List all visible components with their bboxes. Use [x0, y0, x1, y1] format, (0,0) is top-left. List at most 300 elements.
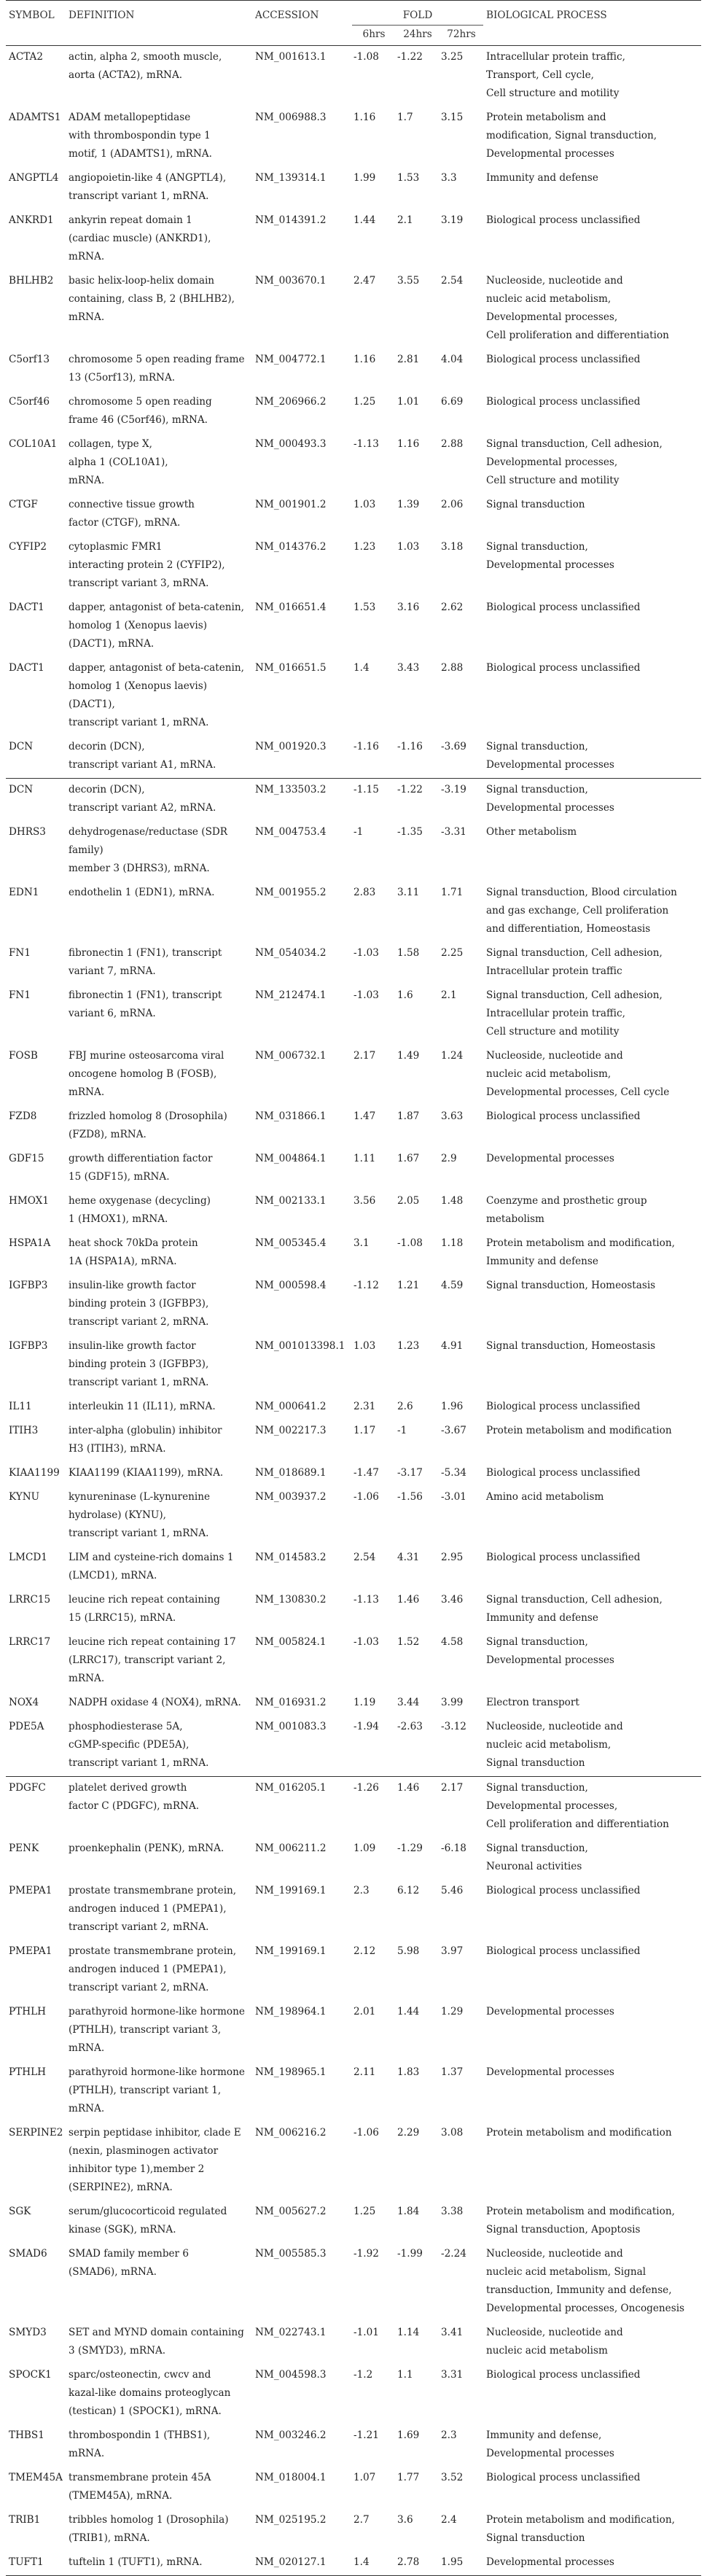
table-row — [6, 2424, 701, 2467]
biological-process: Signal transduction, Cell adhesion, Immunity and defense — [486, 1594, 663, 1624]
fold-6hrs: 1.44 — [354, 214, 376, 226]
fold-24hrs: 1.14 — [397, 2327, 420, 2338]
fold-24hrs: -1.08 — [397, 1237, 423, 1249]
accession-number: NM_006216.2 — [255, 2127, 327, 2139]
table-row — [6, 1837, 701, 1880]
fold-24hrs: 4.31 — [397, 1552, 420, 1563]
fold-72hrs: 2.06 — [441, 499, 464, 510]
fold-24hrs: 2.29 — [397, 2127, 420, 2139]
accession-number: NM_016651.5 — [255, 662, 327, 674]
fold-24hrs: 1.52 — [397, 1636, 420, 1648]
fold-24hrs: 3.43 — [397, 662, 420, 674]
fold-24hrs: 6.12 — [397, 1885, 420, 1896]
fold-6hrs: -1.03 — [354, 947, 379, 959]
fold-24hrs: 2.78 — [396, 2551, 440, 2576]
accession-number: NM_000598.4 — [255, 1280, 327, 1291]
gene-definition: collagen, type X, alpha 1 (COL10A1), mRNA. — [69, 438, 168, 486]
gene-symbol: PENK — [9, 1842, 39, 1854]
fold-24hrs: 1.44 — [397, 2006, 420, 2017]
gene-definition: actin, alpha 2, smooth muscle, aorta (ACTA2), mRNA. — [69, 51, 222, 81]
gene-symbol: DACT1 — [9, 602, 44, 613]
gene-definition: heat shock 70kDa protein 1A (HSPA1A), mRNA. — [69, 1237, 198, 1267]
fold-72hrs: 2.9 — [441, 1153, 457, 1164]
fold-72hrs: -3.01 — [441, 1491, 466, 1503]
accession-number: NM_004864.1 — [255, 1153, 327, 1164]
accession-number: NM_001920.3 — [255, 741, 327, 752]
biological-process: Immunity and defense, Developmental processes — [486, 2429, 614, 2459]
table-body — [6, 46, 701, 2576]
fold-24hrs: 1.23 — [397, 1340, 420, 1352]
fold-72hrs: 1.29 — [441, 2006, 464, 2017]
fold-24hrs: 1.6 — [397, 989, 413, 1001]
accession-number: NM_005627.2 — [255, 2206, 327, 2217]
header-accession: ACCESSION — [255, 9, 319, 21]
fold-6hrs: 2.83 — [354, 887, 376, 898]
biological-process: Signal transduction, Developmental processes — [486, 1636, 614, 1666]
fold-72hrs: 3.19 — [441, 214, 464, 226]
table-row — [6, 2467, 701, 2509]
biological-process: Protein metabolism and modification, Signal transduction, Developmental processes — [486, 112, 657, 160]
gene-symbol: FN1 — [9, 947, 31, 959]
gene-symbol: CYFIP2 — [9, 541, 47, 553]
fold-72hrs: 4.91 — [441, 1340, 464, 1352]
fold-72hrs: 3.31 — [441, 2369, 464, 2381]
accession-number: NM_139314.1 — [255, 172, 327, 184]
gene-symbol: GDF15 — [9, 1153, 44, 1164]
gene-definition: heme oxygenase (decycling) 1 (HMOX1), mRNA. — [69, 1195, 211, 1225]
fold-24hrs: 2.6 — [397, 1401, 413, 1412]
biological-process: Biological process unclassified — [486, 214, 641, 226]
gene-definition: serpin peptidase inhibitor, clade E (nexin, plasminogen activator inhibitor type 1),member 2 (SERPINE2), mRNA. — [69, 2127, 241, 2193]
gene-symbol: PTHLH — [9, 2006, 46, 2017]
accession-number: NM_199169.1 — [255, 1885, 327, 1896]
biological-process: Biological process unclassified — [486, 1945, 641, 1957]
gene-symbol: C5orf13 — [9, 354, 50, 365]
accession-number: NM_006732.1 — [255, 1050, 327, 1062]
fold-6hrs: -1.92 — [354, 2248, 379, 2260]
table-row — [6, 657, 701, 736]
fold-72hrs: 3.97 — [441, 1945, 464, 1957]
accession-number: NM_001613.1 — [255, 51, 327, 63]
accession-number: NM_198964.1 — [255, 2006, 327, 2017]
biological-process: Developmental processes — [486, 2066, 614, 2078]
gene-definition: transmembrane protein 45A (TMEM45A), mRNA. — [69, 2472, 211, 2502]
biological-process: Amino acid metabolism — [486, 1491, 604, 1503]
table-row — [6, 2061, 701, 2122]
table-row — [6, 1045, 701, 1105]
table-row — [6, 1631, 701, 1692]
biological-process: Signal transduction, Developmental processes — [486, 541, 614, 571]
gene-symbol: DHRS3 — [9, 826, 46, 838]
table-row — [6, 1777, 701, 1838]
accession-number: NM_004598.3 — [255, 2369, 327, 2381]
fold-6hrs: 2.12 — [354, 1945, 376, 1957]
fold-24hrs: 1.16 — [397, 438, 420, 450]
header-definition: DEFINITION — [69, 9, 135, 21]
biological-process: Biological process unclassified — [486, 1467, 641, 1479]
table-row — [6, 494, 701, 536]
gene-symbol: DCN — [6, 779, 66, 822]
fold-24hrs: 1.87 — [397, 1110, 420, 1122]
fold-6hrs: 1.4 — [352, 2551, 396, 2576]
table-row — [6, 2201, 701, 2243]
gene-symbol: NOX4 — [9, 1697, 39, 1708]
biological-process: Signal transduction — [486, 499, 585, 510]
gene-symbol: FZD8 — [9, 1110, 37, 1122]
fold-6hrs: 1.17 — [354, 1425, 376, 1436]
fold-24hrs: -1.16 — [397, 741, 423, 752]
gene-definition: thrombospondin 1 (THBS1), mRNA. — [69, 2429, 211, 2459]
biological-process: Biological process unclassified — [486, 2472, 641, 2483]
fold-6hrs: -1.94 — [354, 1721, 379, 1732]
accession-number: NM_130830.2 — [255, 1594, 327, 1606]
fold-72hrs: 3.25 — [441, 51, 464, 63]
gene-definition: basic helix-loop-helix domain containing, class B, 2 (BHLHB2), mRNA. — [69, 275, 235, 323]
fold-24hrs: 2.81 — [397, 354, 420, 365]
fold-72hrs: 2.54 — [441, 275, 464, 287]
biological-process: Biological process unclassified — [486, 2369, 641, 2381]
fold-24hrs: -1 — [397, 1425, 407, 1436]
gene-definition: KIAA1199 (KIAA1199), mRNA. — [69, 1467, 224, 1479]
gene-symbol: THBS1 — [9, 2429, 44, 2441]
table-row — [6, 209, 701, 270]
accession-number: NM_018004.1 — [255, 2472, 327, 2483]
biological-process: Signal transduction, Cell adhesion, Intracellular protein traffic — [486, 947, 663, 977]
gene-definition: prostate transmembrane protein, androgen induced 1 (PMEPA1), transcript variant 2, mRNA. — [69, 1885, 237, 1933]
fold-24hrs: 3.16 — [397, 602, 420, 613]
accession-number: NM_000493.3 — [255, 438, 327, 450]
accession-number: NM_133503.2 — [252, 779, 352, 822]
gene-symbol: IL11 — [9, 1401, 32, 1412]
biological-process: Nucleoside, nucleotide and nucleic acid metabolism, Signal transduction, Immunity and defense, Developmental processes, Oncogenesis — [486, 2248, 685, 2314]
gene-symbol: SGK — [9, 2206, 31, 2217]
header-biological-process: BIOLOGICAL PROCESS — [486, 9, 607, 21]
gene-symbol: HSPA1A — [9, 1237, 51, 1249]
accession-number: NM_001955.2 — [255, 887, 327, 898]
biological-process: Other metabolism — [486, 826, 577, 838]
gene-definition: inter-alpha (globulin) inhibitor H3 (ITIH3), mRNA. — [69, 1425, 222, 1455]
gene-symbol: PMEPA1 — [9, 1885, 52, 1896]
accession-number: NM_199169.1 — [255, 1945, 327, 1957]
biological-process: Developmental processes — [483, 2551, 701, 2576]
table-row — [6, 536, 701, 596]
fold-6hrs: 1.19 — [354, 1697, 376, 1708]
fold-6hrs: 2.7 — [354, 2514, 370, 2526]
fold-72hrs: 2.25 — [441, 947, 464, 959]
fold-72hrs: 2.4 — [441, 2514, 457, 2526]
fold-72hrs: 5.46 — [441, 1885, 464, 1896]
fold-72hrs: 6.69 — [441, 396, 464, 408]
gene-definition: endothelin 1 (EDN1), mRNA. — [69, 887, 215, 898]
fold-72hrs: 2.3 — [441, 2429, 457, 2441]
fold-6hrs: 2.47 — [354, 275, 376, 287]
table-row — [6, 1880, 701, 1940]
gene-definition: serum/glucocorticoid regulated kinase (SGK), mRNA. — [69, 2206, 227, 2235]
fold-24hrs: -1.29 — [397, 1842, 423, 1854]
accession-number: NM_002217.3 — [255, 1425, 327, 1436]
biological-process: Signal transduction, Homeostasis — [486, 1340, 656, 1352]
gene-symbol: CTGF — [9, 499, 38, 510]
fold-72hrs: 3.52 — [441, 2472, 464, 2483]
fold-6hrs: -1.2 — [354, 2369, 373, 2381]
gene-symbol: FOSB — [9, 1050, 38, 1062]
accession-number: NM_014376.2 — [255, 541, 327, 553]
accession-number: NM_031866.1 — [255, 1110, 327, 1122]
fold-24hrs: 1.46 — [396, 1777, 440, 1838]
gene-symbol: HMOX1 — [9, 1195, 50, 1207]
accession-number: NM_005585.3 — [255, 2248, 327, 2260]
table-row — [6, 270, 701, 349]
table-row — [6, 433, 701, 494]
fold-24hrs: -1.56 — [397, 1491, 423, 1503]
gene-symbol: ANGPTL4 — [9, 172, 59, 184]
fold-72hrs: 3.08 — [441, 2127, 464, 2139]
fold-72hrs: 3.41 — [441, 2327, 464, 2338]
fold-6hrs: 1.99 — [354, 172, 376, 184]
table-row — [6, 391, 701, 433]
fold-72hrs: -3.12 — [441, 1721, 466, 1732]
biological-process: Protein metabolism and modification, Signal transduction — [486, 2514, 675, 2544]
table-row — [6, 1462, 701, 1486]
fold-24hrs: -3.17 — [397, 1467, 423, 1479]
fold-6hrs: 3.56 — [354, 1195, 376, 1207]
accession-number: NM_003670.1 — [255, 275, 327, 287]
fold-6hrs: 2.31 — [354, 1401, 376, 1412]
fold-72hrs: 1.96 — [441, 1401, 464, 1412]
gene-definition: cytoplasmic FMR1 interacting protein 2 (CYFIP2), transcript variant 3, mRNA. — [69, 541, 225, 589]
gene-symbol: LRRC17 — [9, 1636, 51, 1648]
table-row — [6, 882, 701, 942]
accession-number: NM_006988.3 — [255, 112, 327, 123]
table-row — [6, 984, 701, 1045]
gene-fold-change-table — [6, 0, 701, 2576]
fold-6hrs: -1 — [354, 826, 364, 838]
biological-process: Signal transduction, Blood circulation and gas exchange, Cell proliferation and differentiation, Homeostasis — [486, 887, 677, 935]
gene-definition: parathyroid hormone-like hormone (PTHLH), transcript variant 1, mRNA. — [69, 2066, 245, 2114]
fold-24hrs: 1.58 — [397, 947, 420, 959]
table-row — [6, 1546, 701, 1589]
fold-6hrs: -1.08 — [354, 51, 379, 63]
gene-definition: fibronectin 1 (FN1), transcript variant 6, mRNA. — [69, 989, 222, 1019]
fold-72hrs: -2.24 — [441, 2248, 466, 2260]
gene-symbol: SMYD3 — [9, 2327, 47, 2338]
biological-process: Coenzyme and prosthetic group metabolism — [486, 1195, 647, 1225]
fold-72hrs: 2.95 — [441, 1552, 464, 1563]
table-row — [6, 349, 701, 391]
fold-6hrs: -1.12 — [354, 1280, 379, 1291]
biological-process: Developmental processes — [486, 2006, 614, 2017]
gene-definition: connective tissue growth factor (CTGF), mRNA. — [69, 499, 195, 529]
gene-definition: parathyroid hormone-like hormone (PTHLH), transcript variant 3, mRNA. — [69, 2006, 245, 2054]
fold-6hrs: -1.21 — [354, 2429, 379, 2441]
fold-72hrs: 2.62 — [441, 602, 464, 613]
gene-symbol: KIAA1199 — [9, 1467, 60, 1479]
fold-6hrs: -1.16 — [354, 741, 379, 752]
biological-process: Biological process unclassified — [486, 354, 641, 365]
accession-number: NM_018689.1 — [255, 1467, 327, 1479]
fold-72hrs: -3.31 — [441, 826, 466, 838]
accession-number: NM_003937.2 — [255, 1491, 327, 1503]
accession-number: NM_000641.2 — [255, 1401, 327, 1412]
accession-number: NM_014583.2 — [255, 1552, 327, 1563]
fold-72hrs: 3.46 — [441, 1594, 464, 1606]
gene-symbol: SMAD6 — [9, 2248, 47, 2260]
table-row — [6, 167, 701, 209]
header-24hrs: 24hrs — [403, 28, 432, 40]
fold-6hrs: 1.25 — [354, 396, 376, 408]
gene-symbol: DCN — [9, 741, 34, 752]
gene-symbol: BHLHB2 — [9, 275, 54, 287]
accession-number: NM_005345.4 — [255, 1237, 327, 1249]
fold-72hrs: 1.37 — [441, 2066, 464, 2078]
fold-6hrs: 1.07 — [354, 2472, 376, 2483]
table-row — [6, 779, 701, 822]
fold-6hrs: -1.13 — [354, 438, 379, 450]
biological-process: Biological process unclassified — [486, 1401, 641, 1412]
biological-process: Protein metabolism and modification, Immunity and defense — [486, 1237, 675, 1267]
gene-symbol: ACTA2 — [9, 51, 44, 63]
gene-definition: phosphodiesterase 5A, cGMP-specific (PDE5A), transcript variant 1, mRNA. — [69, 1721, 209, 1769]
gene-symbol: ADAMTS1 — [9, 112, 61, 123]
fold-72hrs: 2.88 — [441, 662, 464, 674]
gene-definition: dapper, antagonist of beta-catenin, homolog 1 (Xenopus laevis) (DACT1), transcript variant 1, mRNA. — [69, 662, 244, 728]
fold-24hrs: 1.83 — [397, 2066, 420, 2078]
gene-symbol: PDGFC — [6, 1777, 66, 1838]
biological-process: Signal transduction, Cell adhesion, Intracellular protein traffic, Cell structure and motility — [486, 989, 663, 1038]
gene-definition: growth differentiation factor 15 (GDF15), mRNA. — [69, 1153, 213, 1183]
gene-definition: insulin-like growth factor binding protein 3 (IGFBP3), transcript variant 1, mRNA. — [69, 1340, 209, 1388]
table-row — [6, 46, 701, 107]
gene-definition: platelet derived growth factor C (PDGFC), mRNA. — [66, 1777, 252, 1838]
fold-6hrs: 3.1 — [354, 1237, 370, 1249]
accession-number: NM_004772.1 — [255, 354, 327, 365]
fold-72hrs: 1.48 — [441, 1195, 464, 1207]
biological-process: Signal transduction, Developmental processes, Cell proliferation and differentiation — [483, 1777, 701, 1838]
fold-72hrs: 3.38 — [441, 2206, 464, 2217]
gene-symbol: DACT1 — [9, 662, 44, 674]
accession-number: NM_004753.4 — [255, 826, 327, 838]
gene-symbol: ITIH3 — [9, 1425, 39, 1436]
fold-72hrs: 3.15 — [441, 112, 464, 123]
fold-72hrs: 2.1 — [441, 989, 457, 1001]
table-row — [6, 1232, 701, 1275]
fold-6hrs: -1.06 — [354, 1491, 379, 1503]
gene-symbol: PTHLH — [9, 2066, 46, 2078]
table-row — [6, 1335, 701, 1396]
gene-definition: angiopoietin-like 4 (ANGPTL4), transcript variant 1, mRNA. — [69, 172, 227, 202]
fold-6hrs: 1.09 — [354, 1842, 376, 1854]
fold-6hrs: 2.11 — [354, 2066, 376, 2078]
fold-6hrs: -1.06 — [354, 2127, 379, 2139]
fold-6hrs: -1.03 — [354, 1636, 379, 1648]
fold-24hrs: 3.6 — [397, 2514, 413, 2526]
fold-24hrs: 2.1 — [397, 214, 413, 226]
fold-72hrs: 3.18 — [441, 541, 464, 553]
fold-24hrs: 3.55 — [397, 275, 420, 287]
fold-6hrs: -1.15 — [352, 779, 396, 822]
header-6hrs: 6hrs — [362, 28, 386, 40]
gene-symbol: LRRC15 — [9, 1594, 51, 1606]
fold-72hrs: 4.04 — [441, 354, 464, 365]
fold-72hrs: -3.67 — [441, 1425, 466, 1436]
fold-6hrs: 2.54 — [354, 1552, 376, 1563]
biological-process: Developmental processes — [486, 1153, 614, 1164]
gene-symbol: IGFBP3 — [9, 1280, 48, 1291]
fold-72hrs: 2.88 — [441, 438, 464, 450]
accession-number: NM_014391.2 — [255, 214, 327, 226]
accession-number: NM_001083.3 — [255, 1721, 327, 1732]
fold-24hrs: 1.21 — [397, 1280, 420, 1291]
biological-process: Signal transduction, Homeostasis — [486, 1280, 656, 1291]
biological-process: Protein metabolism and modification — [486, 2127, 672, 2139]
table-row — [6, 596, 701, 657]
fold-24hrs: 1.53 — [397, 172, 420, 184]
table-row — [6, 1692, 701, 1716]
gene-definition: chromosome 5 open reading frame 13 (C5orf13), mRNA. — [69, 354, 245, 384]
fold-6hrs: 1.03 — [354, 499, 376, 510]
fold-24hrs: -1.35 — [397, 826, 423, 838]
table-row — [6, 1589, 701, 1631]
table-row — [6, 1190, 701, 1232]
fold-24hrs: 1.84 — [397, 2206, 420, 2217]
fold-6hrs: 1.47 — [354, 1110, 376, 1122]
fold-72hrs: 1.95 — [440, 2551, 483, 2576]
table-row — [6, 1716, 701, 1777]
table-row — [6, 2551, 701, 2576]
gene-symbol: TRIB1 — [9, 2514, 41, 2526]
accession-number: NM_016931.2 — [255, 1697, 327, 1708]
accession-number: NM_006211.2 — [255, 1842, 327, 1854]
fold-6hrs: 2.01 — [354, 2006, 376, 2017]
gene-symbol: COL10A1 — [9, 438, 58, 450]
gene-definition: NADPH oxidase 4 (NOX4), mRNA. — [69, 1697, 241, 1708]
gene-definition: LIM and cysteine-rich domains 1 (LMCD1), mRNA. — [69, 1552, 234, 1581]
fold-6hrs: 1.4 — [354, 662, 370, 674]
accession-number: NM_001901.2 — [255, 499, 327, 510]
fold-6hrs: 1.16 — [354, 354, 376, 365]
gene-definition: SET and MYND domain containing 3 (SMYD3), mRNA. — [69, 2327, 244, 2357]
table-row — [6, 2243, 701, 2322]
fold-24hrs: 5.98 — [397, 1945, 420, 1957]
fold-24hrs: 1.03 — [397, 541, 420, 553]
header-fold: FOLD — [352, 1, 483, 26]
biological-process: Nucleoside, nucleotide and nucleic acid metabolism, Signal transduction — [486, 1721, 623, 1769]
fold-6hrs: -1.01 — [354, 2327, 379, 2338]
fold-6hrs: 1.25 — [354, 2206, 376, 2217]
gene-definition: tuftelin 1 (TUFT1), mRNA. — [66, 2551, 252, 2576]
gene-definition: FBJ murine osteosarcoma viral oncogene homolog B (FOSB), mRNA. — [69, 1050, 224, 1098]
gene-symbol: SPOCK1 — [9, 2369, 52, 2381]
gene-definition: SMAD family member 6 (SMAD6), mRNA. — [69, 2248, 190, 2278]
table-row — [6, 2001, 701, 2061]
accession-number: NM_020127.1 — [252, 2551, 352, 2576]
accession-number: NM_212474.1 — [255, 989, 327, 1001]
accession-number: NM_001013398.1 — [255, 1340, 345, 1352]
biological-process: Biological process unclassified — [486, 1110, 641, 1122]
gene-definition: ankyrin repeat domain 1 (cardiac muscle) (ANKRD1), mRNA. — [69, 214, 211, 262]
gene-definition: tribbles homolog 1 (Drosophila) (TRIB1), mRNA. — [69, 2514, 229, 2544]
fold-24hrs: 1.1 — [397, 2369, 413, 2381]
biological-process: Biological process unclassified — [486, 1552, 641, 1563]
fold-6hrs: 1.16 — [354, 112, 376, 123]
accession-number: NM_025195.2 — [255, 2514, 327, 2526]
table-row — [6, 2509, 701, 2551]
accession-number: NM_005824.1 — [255, 1636, 327, 1648]
gene-definition: decorin (DCN), transcript variant A2, mRNA. — [66, 779, 252, 822]
gene-symbol: EDN1 — [9, 887, 39, 898]
biological-process: Signal transduction, Developmental processes — [483, 779, 701, 822]
fold-72hrs: 1.71 — [441, 887, 464, 898]
